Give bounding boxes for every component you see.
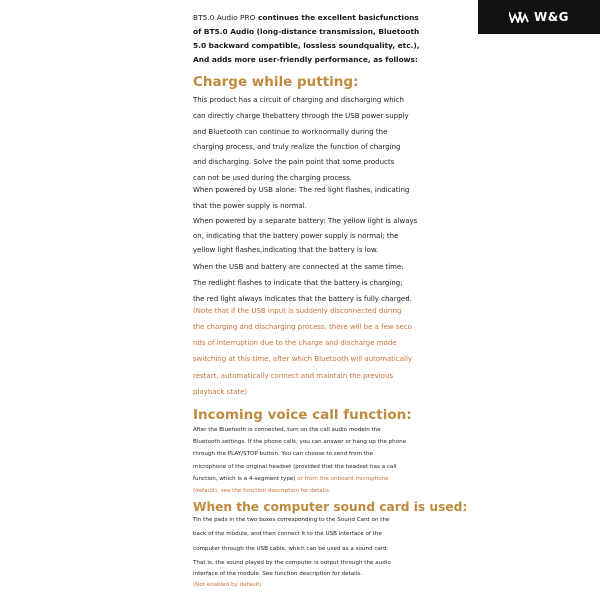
voice-line-highlight: (default), see the function description for details. bbox=[193, 488, 331, 494]
wg-mark-icon bbox=[509, 11, 529, 23]
charge-note-line: playback state) bbox=[193, 388, 248, 396]
usb-alone-line: When powered by USB alone: The red light flashes, indicating bbox=[193, 186, 410, 194]
usb-alone-line: that the power supply is normal. bbox=[193, 202, 307, 210]
battery-line: on, indicating that the battery power supply is normal; the bbox=[193, 232, 399, 240]
sound-line: back of the module, and then connect it to the USB interface of the bbox=[193, 531, 382, 537]
logo-text: W&G bbox=[533, 10, 570, 24]
voice-line: through the PLAY/STOP button. You can choose to send from the bbox=[193, 451, 373, 457]
charge-para-line: This product has a circuit of charging and discharging which bbox=[193, 96, 404, 104]
both-line: When the USB and battery are connected at the same time: bbox=[193, 263, 404, 271]
both-line: the red light always indicates that the battery is fully charged. bbox=[193, 295, 412, 303]
intro-line: 5.0 backward compatible, lossless soundquality, etc.), bbox=[193, 41, 420, 50]
charge-note-line: restart, automatically connect and maintain the previous bbox=[193, 372, 394, 380]
charge-para-line: and discharging. Solve the pain point that some products bbox=[193, 158, 395, 166]
intro-line: of BT5.0 Audio (long-distance transmission, Bluetooth bbox=[193, 27, 420, 36]
intro-text: continues the excellent basicfunctions bbox=[255, 13, 419, 22]
intro-line: And adds more user-friendly performance, as follows: bbox=[193, 55, 418, 64]
voice-line: After the Bluetooth is connected, turn on the call audio modein the bbox=[193, 427, 381, 433]
sound-heading: When the computer sound card is used: bbox=[193, 500, 468, 514]
voice-line: Bluetooth settings. If the phone calls, you can answer or hang up the phone bbox=[193, 439, 407, 445]
charge-note-line: (Note that if the USB input is suddenly disconnected during bbox=[193, 307, 402, 315]
charge-para-line: can directly charge thebattery through the USB power supply bbox=[193, 112, 409, 120]
charge-heading: Charge while putting: bbox=[193, 74, 359, 90]
charge-para-line: and Bluetooth can continue to worknormally during the bbox=[193, 128, 388, 136]
battery-line: yellow light flashes,indicating that the battery is low. bbox=[193, 246, 379, 254]
sound-line: interface of the module. See function description for details. bbox=[193, 571, 362, 577]
charge-note-line: the charging and discharging process, there will be a few seco bbox=[193, 323, 412, 331]
voice-line-highlight: or from the onboard microphone bbox=[295, 476, 389, 482]
charge-note-line: nds of interruption due to the charge and discharge mode bbox=[193, 339, 397, 347]
voice-line-text: function, which is a 4-segment type) bbox=[193, 476, 296, 482]
brand-logo bbox=[478, 0, 600, 34]
sound-line: That is, the sound played by the computer is output through the audio bbox=[193, 560, 391, 566]
intro-product-name: BT5.0 Audio PRO bbox=[193, 13, 256, 22]
battery-line: When powered by a separate battery: The yellow light is always bbox=[193, 217, 418, 225]
sound-line: Tin the pads in the two boxes corresponding to the Sound Card on the bbox=[193, 517, 390, 523]
voice-heading: Incoming voice call function: bbox=[193, 407, 412, 423]
sound-line: computer through the USB cable, which can be used as a sound card. bbox=[193, 546, 389, 552]
intro-line bbox=[193, 13, 419, 22]
voice-line bbox=[193, 475, 389, 483]
charge-para-line: charging process, and truly realize the function of charging bbox=[193, 143, 401, 151]
sound-note: (Not enabled by default) bbox=[193, 582, 262, 588]
charge-para-line: can not be used during the charging process. bbox=[193, 174, 352, 182]
both-line: The redlight flashes to indicate that the battery is charging; bbox=[193, 279, 403, 287]
charge-note-line: switching at this time, after which Bluetooth will automatically bbox=[193, 355, 413, 363]
voice-line: microphone of the original headset (provided that the headset has a call bbox=[193, 464, 397, 470]
